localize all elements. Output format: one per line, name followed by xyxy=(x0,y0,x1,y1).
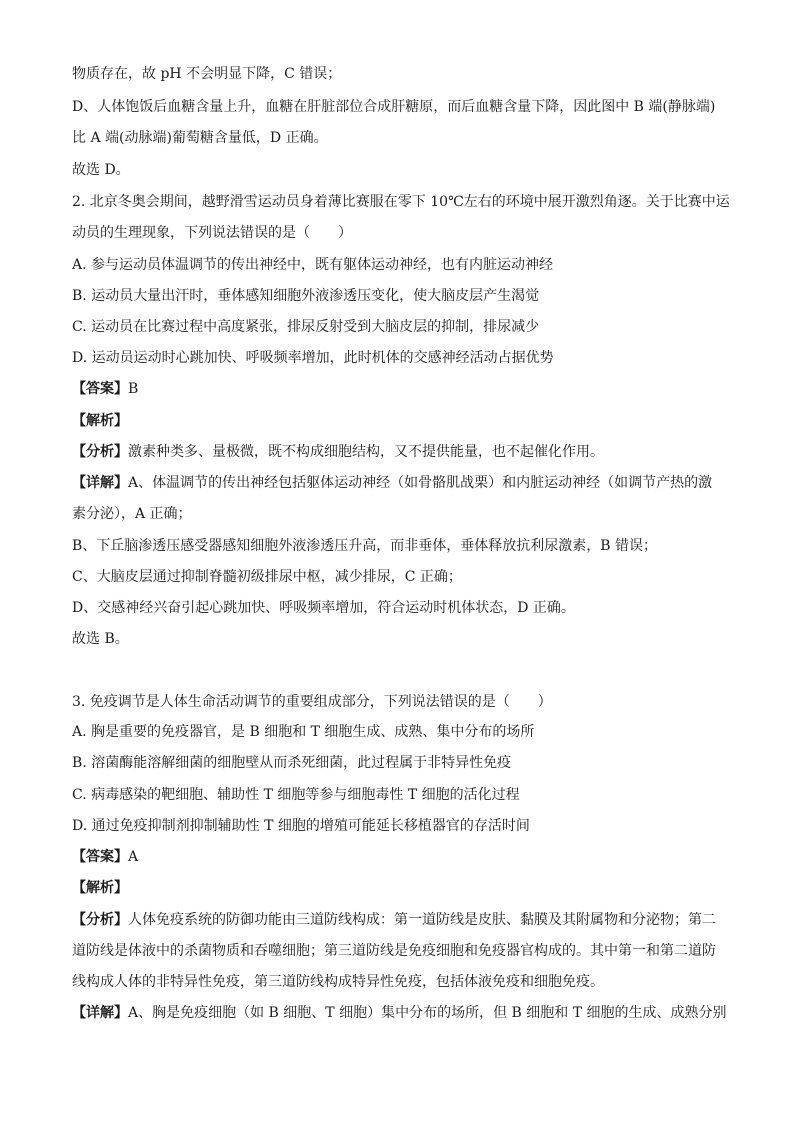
text-line: 线构成人体的非特异性免疫，第三道防线构成特异性免疫，包括体液免疫和细胞免疫。 xyxy=(72,974,604,990)
question-3-option-c: C. 病毒感染的靶细胞、辅助性 T 细胞等参与细胞毒性 T 细胞的活化过程 xyxy=(72,787,520,803)
question-2-option-b: B. 运动员大量出汗时，垂体感知细胞外液渗透压变化，使大脑皮层产生渴觉 xyxy=(72,288,540,304)
question-2-answer xyxy=(72,379,732,399)
xiangjie-tag: 【详解】 xyxy=(72,1005,128,1021)
question-3-analysis-heading xyxy=(72,878,732,898)
text-line: 故选 B。 xyxy=(72,631,129,647)
question-3-stem: 3. 免疫调节是人体生命活动调节的重要组成部分，下列说法错误的是（ ） xyxy=(72,694,552,710)
answer-value: B xyxy=(128,381,139,397)
question-3-fenxi xyxy=(72,910,732,930)
question-3-answer xyxy=(72,847,732,867)
question-2-option-c: C. 运动员在比赛过程中高度紧张，排尿反射受到大脑皮层的抑制，排尿减少 xyxy=(72,319,540,335)
question-2-option-d: D. 运动员运动时心跳加快、呼吸频率增加，此时机体的交感神经活动占据优势 xyxy=(72,350,554,366)
text-line: D、交感神经兴奋引起心跳加快、呼吸频率增加，符合运动时机体状态，D 正确。 xyxy=(72,600,575,616)
question-3-option-a: A. 胸是重要的免疫器官，是 B 细胞和 T 细胞生成、成熟、集中分布的场所 xyxy=(72,724,535,740)
text-line: 比 A 端(动脉端)葡萄糖含量低，D 正确。 xyxy=(72,130,328,146)
text-line: D、人体饱饭后血糖含量上升，血糖在肝脏部位合成肝糖原，而后血糖含量下降，因此图中 B 端(静脉端) xyxy=(72,99,716,115)
text-line: C、大脑皮层通过抑制脊髓初级排尿中枢，减少排尿，C 正确； xyxy=(72,569,462,585)
answer-tag: 【答案】 xyxy=(72,849,128,865)
xiangjie-tag: 【详解】 xyxy=(72,475,128,491)
question-3-option-d: D. 通过免疫抑制剂抑制辅助性 T 细胞的增殖可能延长移植器官的存活时间 xyxy=(72,818,530,834)
question-2-fenxi xyxy=(72,442,732,462)
question-2-stem: 2. 北京冬奥会期间，越野滑雪运动员身着薄比赛服在零下 10℃左右的环境中展开激烈角逐。关于比赛中运 xyxy=(72,194,730,210)
fenxi-tag: 【分析】 xyxy=(72,444,128,460)
question-2-option-a: A. 参与运动员体温调节的传出神经中，既有躯体运动神经，也有内脏运动神经 xyxy=(72,257,554,273)
question-2-analysis-heading xyxy=(72,411,732,431)
text-line: 故选 D。 xyxy=(72,162,130,178)
question-3-xiangjie xyxy=(72,1003,732,1023)
question-2-xiangjie xyxy=(72,473,732,493)
text-line: 物质存在，故 pH 不会明显下降，C 错误； xyxy=(72,66,342,82)
analysis-tag: 【解析】 xyxy=(72,880,128,896)
question-3-option-b: B. 溶菌酶能溶解细菌的细胞壁从而杀死细菌，此过程属于非特异性免疫 xyxy=(72,755,512,771)
answer-tag: 【答案】 xyxy=(72,381,128,397)
fenxi-tag: 【分析】 xyxy=(72,912,128,928)
question-2-stem: 动员的生理现象，下列说法错误的是（ ） xyxy=(72,225,352,241)
xiangjie-text: A、胸是免疫细胞（如 B 细胞、T 细胞）集中分布的场所，但 B 细胞和 T 细胞的生成、成熟分别 xyxy=(128,1005,727,1021)
fenxi-text: 激素种类多、量极微，既不构成细胞结构，又不提供能量，也不起催化作用。 xyxy=(128,444,604,460)
xiangjie-text: A、体温调节的传出神经包括躯体运动神经（如骨骼肌战栗）和内脏运动神经（如调节产热的激 xyxy=(128,475,713,491)
fenxi-text: 人体免疫系统的防御功能由三道防线构成：第一道防线是皮肤、黏膜及其附属物和分泌物；第二 xyxy=(128,912,716,928)
answer-value: A xyxy=(128,849,139,865)
analysis-tag: 【解析】 xyxy=(72,413,128,429)
text-line: 道防线是体液中的杀菌物质和吞噬细胞；第三道防线是免疫细胞和免疫器官构成的。其中第一和第二道防 xyxy=(72,943,716,959)
text-line: 素分泌），A 正确； xyxy=(72,506,192,522)
text-line: B、下丘脑渗透压感受器感知细胞外液渗透压升高，而非垂体，垂体释放抗利尿激素，B 错误； xyxy=(72,538,658,554)
